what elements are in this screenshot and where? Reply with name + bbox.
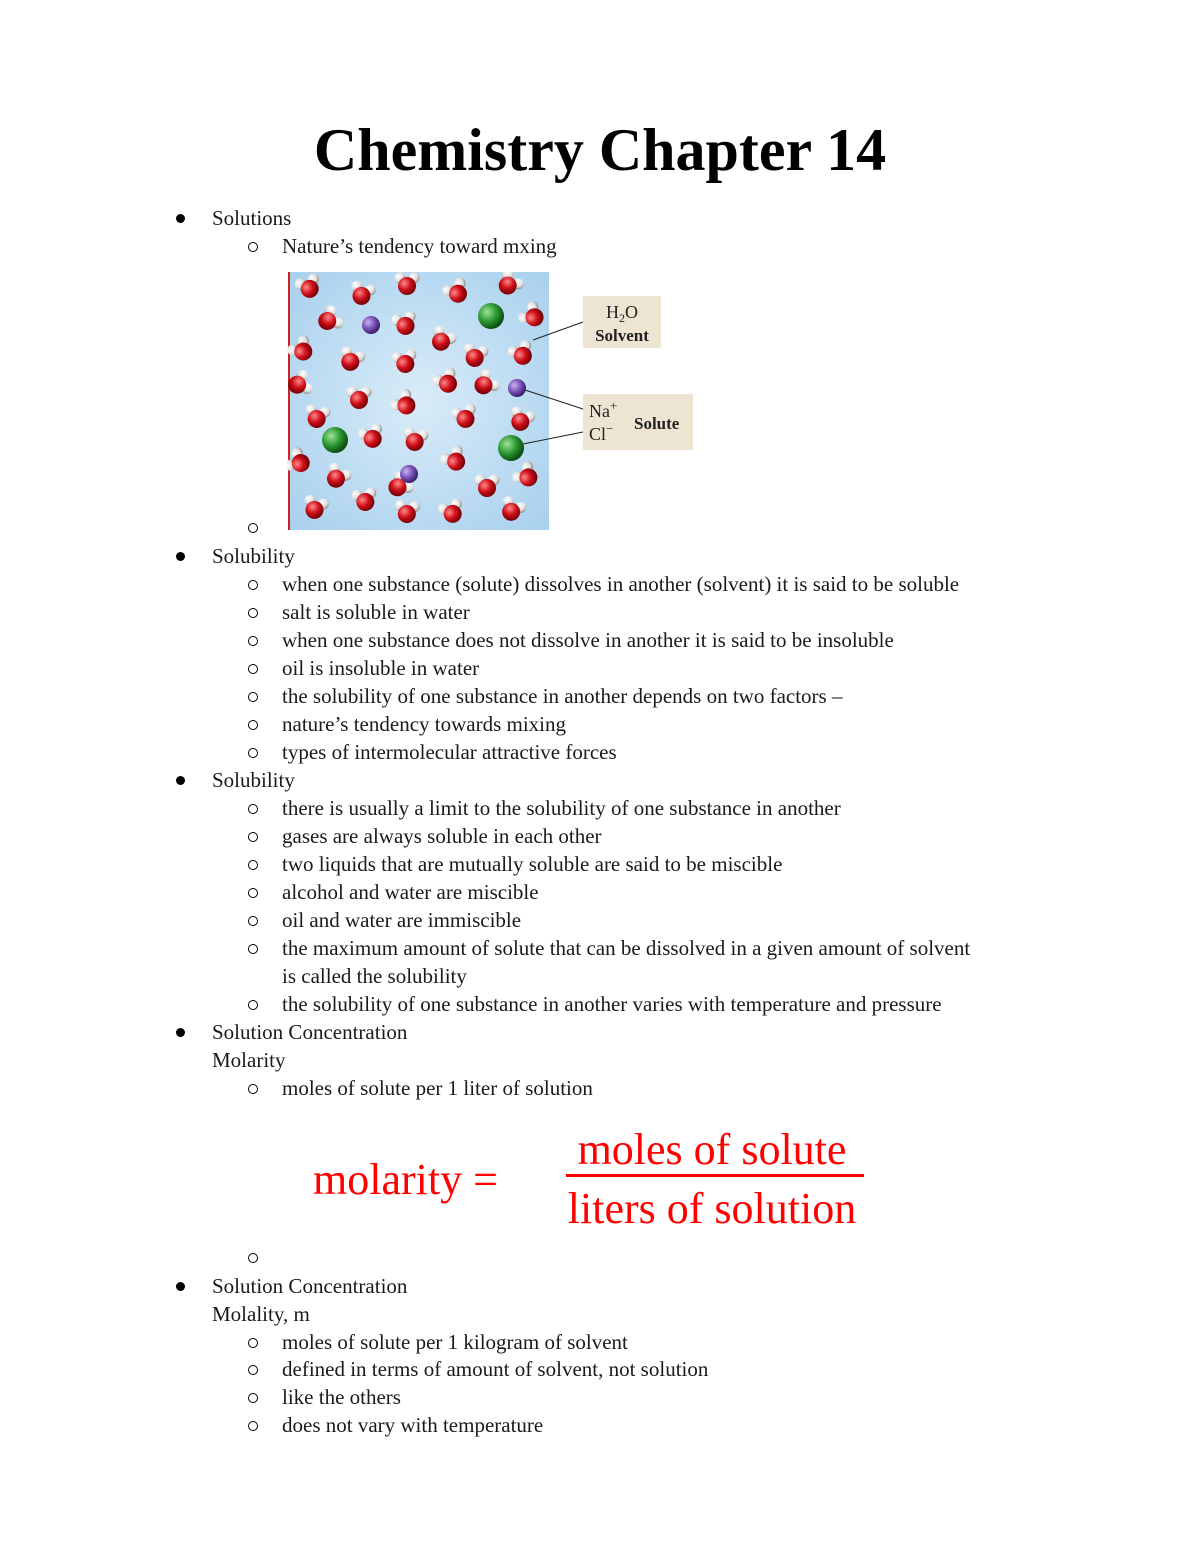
list-item-continuation: is called the solubility [282,964,467,988]
cation-label: Na+ [589,398,618,421]
chloride-ion [478,303,504,329]
list-item: types of intermolecular attractive forces [282,740,617,764]
solvent-label: Solvent [595,326,649,345]
bullet-icon [176,1282,185,1291]
sub-bullet-icon [248,1421,258,1431]
solution-diagram [287,272,697,532]
list-item: salt is soluble in water [282,600,470,624]
list-item: the maximum amount of solute that can be dissolved in a given amount of solvent [282,936,971,960]
sub-bullet-icon [248,1000,258,1010]
sub-bullet-icon [248,804,258,814]
sub-bullet-icon [248,1393,258,1403]
sub-bullet-icon [248,636,258,646]
list-item: defined in terms of amount of solvent, not solution [282,1357,709,1381]
section-subheading: Molarity [212,1048,286,1072]
list-item: alcohol and water are miscible [282,880,539,904]
list-item: like the others [282,1385,401,1409]
sub-bullet-icon [248,832,258,842]
anion-label: Cl− [589,421,614,444]
section-heading: Solubility [212,544,295,568]
sub-bullet-icon [248,692,258,702]
sub-bullet-icon [248,720,258,730]
bullet-icon [176,1028,185,1037]
bullet-icon [176,214,185,223]
sub-bullet-icon [248,1365,258,1375]
fraction-bar [566,1174,864,1177]
list-item: there is usually a limit to the solubility of one substance in another [282,796,841,820]
list-item: Nature’s tendency toward mxing [282,234,557,258]
section-heading: Solution Concentration [212,1020,408,1044]
section-heading: Solution Concentration [212,1274,408,1298]
sub-bullet-icon [248,916,258,926]
solvent-formula: $H_2O$ [606,302,638,325]
dissolved-salt-figure [287,272,697,532]
section-heading: Solubility [212,768,295,792]
sodium-ion [362,316,380,334]
sub-bullet-icon [248,748,258,758]
sub-bullet-icon [248,664,258,674]
sub-bullet-icon [248,888,258,898]
chloride-ion [322,427,348,453]
bullet-icon [176,552,185,561]
list-item: does not vary with temperature [282,1413,544,1437]
formula-lhs: molarity = [313,1155,498,1204]
solute-label: Solute [634,414,680,433]
list-item: two liquids that are mutually soluble are said to be miscible [282,852,783,876]
sub-bullet-icon [248,1338,258,1348]
bullet-icon [176,776,185,785]
formula-numerator: moles of solute [577,1125,847,1174]
section-heading: Solutions [212,206,292,230]
sodium-ion [400,465,418,483]
formula-denominator: liters of solution [567,1184,857,1233]
sodium-ion [508,379,526,397]
list-item: nature’s tendency towards mixing [282,712,567,736]
sub-bullet-icon [248,860,258,870]
sub-bullet-icon [248,242,258,252]
list-item: moles of solute per 1 liter of solution [282,1076,593,1100]
list-item: the solubility of one substance in another depends on two factors – [282,684,843,708]
list-item: when one substance does not dissolve in another it is said to be insoluble [282,628,894,652]
sub-bullet-icon [248,608,258,618]
section-subheading: Molality, m [212,1302,310,1326]
sub-bullet-icon [248,580,258,590]
sub-bullet-icon [248,1253,258,1263]
sub-bullet-icon [248,523,258,533]
list-item: oil is insoluble in water [282,656,480,680]
list-item: oil and water are immiscible [282,908,522,932]
sub-bullet-icon [248,944,258,954]
sub-bullet-icon [248,1084,258,1094]
list-item: moles of solute per 1 kilogram of solvent [282,1330,628,1354]
list-item: the solubility of one substance in another varies with temperature and pressure [282,992,942,1016]
list-item: gases are always soluble in each other [282,824,602,848]
list-item: when one substance (solute) dissolves in another (solvent) it is said to be soluble [282,572,960,596]
page-title: Chemistry Chapter 14 [313,117,887,183]
chloride-ion [498,435,524,461]
